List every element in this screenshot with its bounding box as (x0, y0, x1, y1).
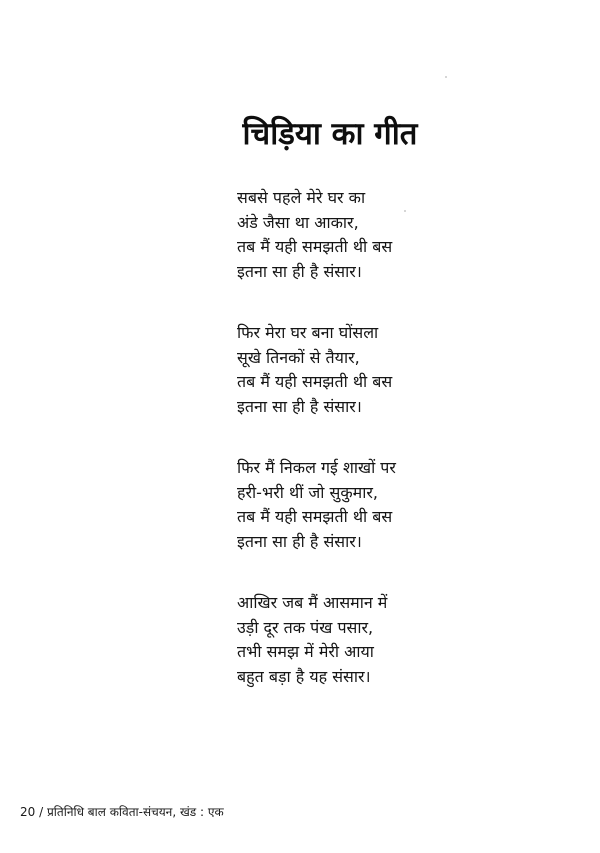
poem-line: बहुत बड़ा है यह संसार। (237, 666, 371, 686)
stanza-4 (237, 591, 457, 689)
poem-title: चिड़िया का गीत (242, 116, 418, 152)
poem-line: तब मैं यही समझती थी बस (237, 237, 393, 256)
scan-speck (445, 76, 447, 78)
poem-line: सबसे पहले मेरे घर का (237, 188, 366, 207)
poem-line: इतना सा ही है संसार। (237, 396, 362, 416)
stanza-1 (237, 186, 457, 284)
stanza-3 (237, 456, 457, 554)
poem-line: इतना सा ही है संसार। (237, 531, 362, 551)
poem-line: इतना सा ही है संसार। (237, 261, 362, 281)
poem-line: तब मैं यही समझती थी बस (237, 372, 393, 391)
poem-line: उड़ी दूर तक पंख पसार, (237, 617, 374, 637)
poem-line: तभी समझ में मेरी आया (237, 642, 374, 661)
stanza-2 (237, 321, 457, 419)
poem-body (237, 186, 457, 726)
poem-line: फिर मेरा घर बना घोंसला (237, 323, 379, 342)
poem-line: अंडे जैसा था आकार, (237, 212, 359, 232)
scan-speck (404, 210, 406, 212)
poem-line: सूखे तिनकों से तैयार, (237, 347, 360, 367)
poem-line: आखिर जब मैं आसमान में (237, 593, 388, 612)
poem-line: हरी-भरी थीं जो सुकुमार, (237, 482, 378, 502)
poem-line: फिर मैं निकल गई शाखों पर (237, 458, 396, 477)
page-footer: 20 / प्रतिनिधि बाल कविता-संचयन, खंड : एक (20, 805, 224, 819)
poem-line: तब मैं यही समझती थी बस (237, 507, 393, 526)
